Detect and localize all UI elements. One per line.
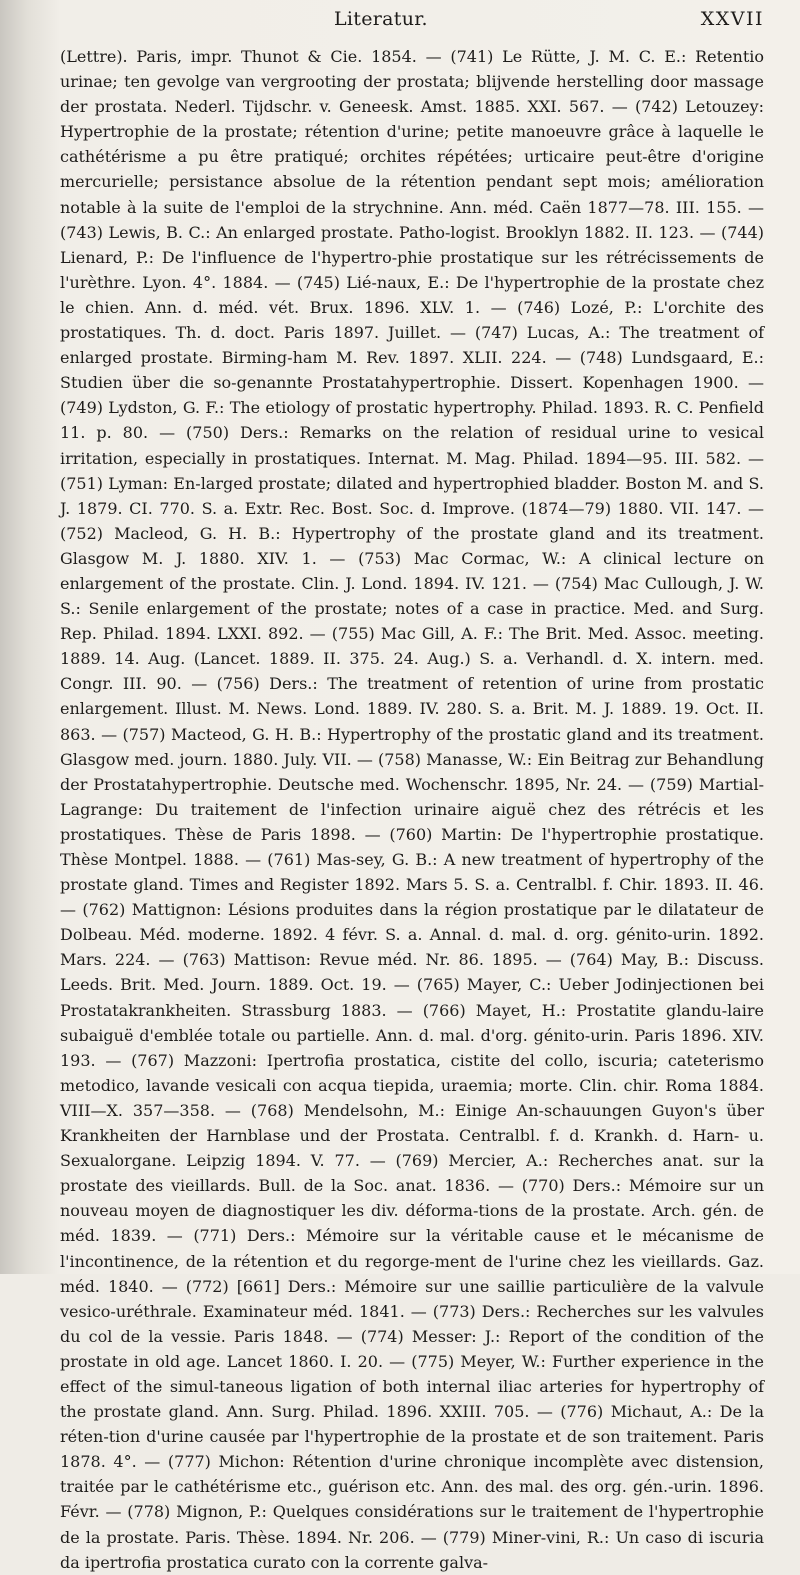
bibliography-text: (Lettre). Paris, impr. Thunot & Cie. 1854. — (741) Le Rütte, J. M. C. E.: Retentio urinae; ten gevolge van vergrooting der prostata; blijvende herstelling door massage der prostata. Nederl. Tijdschr. v. Geneesk. Amst. 1885. XXI. 567. — (742) Letouzey: Hypertrophie de la prostate; rétention d'urine; petite manoeuvre grâce à laquelle le cathétérisme a pu être pratiqué; orchites répétées; urticaire peut-être d'origine mercurielle; persistance absolue de la rétention pendant sept mois; amélioration notable à la suite de l'emploi de la strychnine. Ann. méd. Caën 1877—78. III. 155. — (743) Lewis, B. C.: An enlarged prostate. Patho-logist. Brooklyn 1882. II. 123. — (744) Lienard, P.: De l'influence de l'hypertro-phie prostatique sur les rétrécissements de l'urèthre. Lyon. 4°. 1884. — (745) Lié-naux, E.: De l'hypertrophie de la prostate chez le chien. Ann. d. méd. vét. Brux. 1896. XLV. 1. — (746) Lozé, P.: L'orchite des prostatiques. Th. d. doct. Paris 1897. Juillet. — (747) Lucas, A.: The treatment of enlarged prostate. Birming-ham M. Rev. 1897. XLII. 224. — (748) Lundsgaard, E.: Studien über die so-genannte Prostatahypertrophie. Dissert. Kopenhagen 1900. — (749) Lydston, G. F.: The etiology of prostatic hypertrophy. Philad. 1893. R. C. Penfield 11. p. 80. — (750) Ders.: Remarks on the relation of residual urine to vesical irritation, especially in prostatiques. Internat. M. Mag. Philad. 1894—95. III. 582. — (751) Lyman: En-larged prostate; dilated and hypertrophied bladder. Boston M. and S. J. 1879. CI. 770. S. a. Extr. Rec. Bost. Soc. d. Improve. (1874—79) 1880. VII. 147. — (752) Macleod, G. H. B.: Hypertrophy of the prostate gland and its treatment. Glasgow M. J. 1880. XIV. 1. — (753) Mac Cormac, W.: A clinical lecture on enlargement of the prostate. Clin. J. Lond. 1894. IV. 121. — (754) Mac Cullough, J. W. S.: Senile enlargement of the prostate; notes of a case in practice. Med. and Surg. Rep. Philad. 1894. LXXI. 892. — (755) Mac Gill, A. F.: The Brit. Med. Assoc. meeting. 1889. 14. Aug. (Lancet. 1889. II. 375. 24. Aug.) S. a. Verhandl. d. X. intern. med. Congr. III. 90. — (756) Ders.: The treatment of retention of urine from prostatic enlargement. Illust. M. News. Lond. 1889. IV. 280. S. a. Brit. M. J. 1889. 19. Oct. II. 863. — (757) Macteod, G. H. B.: Hypertrophy of the prostatic gland and its treatment. Glasgow med. journ. 1880. July. VII. — (758) Manasse, W.: Ein Beitrag zur Behandlung der Prostatahypertrophie. Deutsche med. Wochenschr. 1895, Nr. 24. — (759) Martial-Lagrange: Du traitement de l'infection urinaire aiguë chez des rétrécis et les prostatiques. Thèse de Paris 1898. — (760) Martin: De l'hypertrophie prostatique. Thèse Montpel. 1888. — (761) Mas-sey, G. B.: A new treatment of hypertrophy of the prostate gland. Times and Register 1892. Mars 5. S. a. Centralbl. f. Chir. 1893. II. 46. — (762) Mattignon: Lésions produites dans la région prostatique par le dilatateur de Dolbeau. Méd. moderne. 1892. 4 févr. S. a. Annal. d. mal. d. org. génito-urin. 1892. Mars. 224. — (763) Mattison: Revue méd. Nr. 86. 1895. — (764) May, B.: Discuss. Leeds. Brit. Med. Journ. 1889. Oct. 19. — (765) Mayer, C.: Ueber Jodinjectionen bei Prostatakrankheiten. Strassburg 1883. — (766) Mayet, H.: Prostatite glandu-laire subaiguë d'emblée totale ou partielle. Ann. d. mal. d'org. génito-urin. Paris 1896. XIV. 193. — (767) Mazzoni: Ipertrofia prostatica, cistite del collo, iscuria; cateterismo metodico, lavande vesicali con acqua tiepida, uraemia; morte. Clin. chir. Roma 1884. VIII—X. 357—358. — (768) Mendelsohn, M.: Einige An-schauungen Guyon's über Krankheiten der Harnblase und der Prostata. Centralbl. f. d. Krankh. d. Harn- u. Sexualorgane. Leipzig 1894. V. 77. — (769) Mercier, A.: Recherches anat. sur la prostate des vieillards. Bull. de la Soc. anat. 1836. — (770) Ders.: Mémoire sur un nouveau moyen de diagnostiquer les div. déforma-tions de la prostate. Arch. gén. de méd. 1839. — (771) Ders.: Mémoire sur la véritable cause et le mécanisme de l'incontinence, de la rétention et du regorge-ment de l'urine chez les vieillards. Gaz. méd. 1840. — (772) [661] Ders.: Mémoire sur une saillie particulière de la valvule vesico-uréthrale. Examinateur méd. 1841. — (773) Ders.: Recherches sur les valvules du col de la vessie. Paris 1848. — (774) Messer: J.: Report of the condition of the prostate in old age. Lancet 1860. I. 20. — (775) Meyer, W.: Further experience in the effect of the simul-taneous ligation of both internal iliac arteries for hypertrophy of the prostate gland. Ann. Surg. Philad. 1896. XXIII. 705. — (776) Michaut, A.: De la réten-tion d'urine causée par l'hypertrophie de la prostate et de son traitement. Paris 1878. 4°. — (777) Michon: Rétention d'urine chronique incomplète avec distension, traitée par le cathétérisme etc., guérison etc. Ann. des mal. des org. gén.-urin. 1896. Févr. — (778) Mignon, P.: Quelques considérations sur le traitement de l'hypertrophie de la prostate. Paris. Thèse. 1894. Nr. 206. — (779) Miner-vini, R.: Un caso di iscuria da ipertrofia prostatica curato con la corrente galva- (60, 47, 764, 1572)
page-header-title: Literatur. (334, 8, 428, 30)
running-header (0, 4, 800, 34)
page-number: XXVII (700, 8, 764, 30)
